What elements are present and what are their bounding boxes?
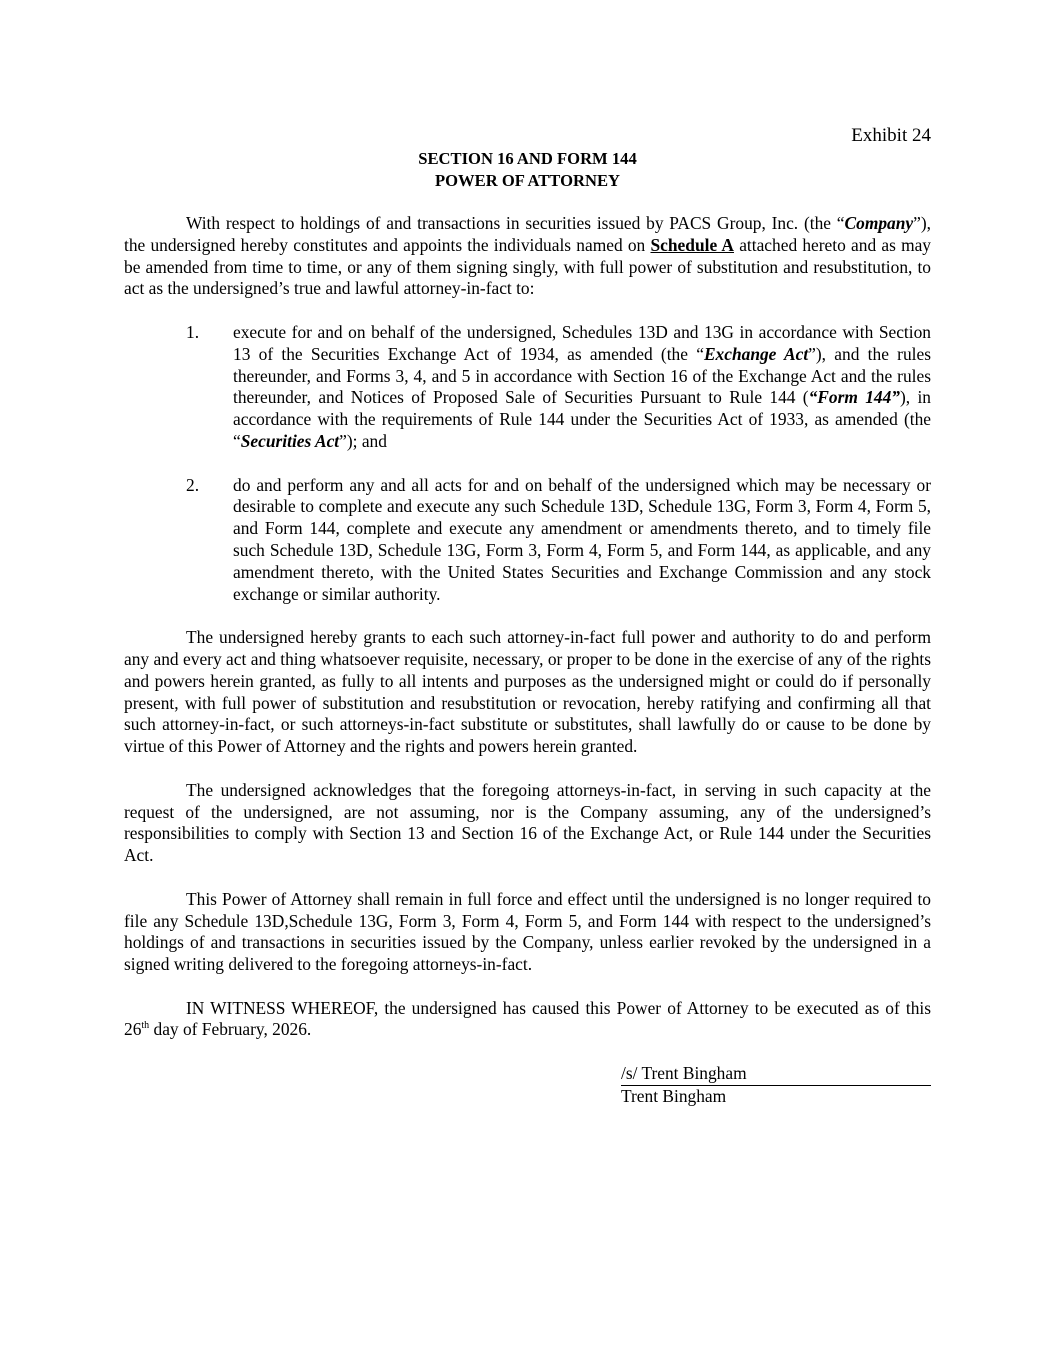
exchange-act-term: Exchange Act: [703, 343, 809, 364]
witness-text-b: day of February, 2026.: [149, 1019, 312, 1040]
securities-act-term: Securities Act: [240, 430, 340, 451]
title-line-1: SECTION 16 AND FORM 144: [418, 149, 637, 168]
witness-text-a: IN WITNESS WHEREOF, the undersigned has caused this Power of Attorney to be executed as of this 26: [124, 997, 931, 1040]
list-text-1: [233, 322, 931, 453]
title-line-2: POWER OF ATTORNEY: [434, 171, 620, 190]
document-body: [124, 124, 931, 1108]
signature-block: [621, 1063, 931, 1108]
company-term: Company: [844, 213, 914, 233]
document-title: [124, 148, 931, 192]
list-text-2: do and perform any and all acts for and on behalf of the undersigned which may be necessary or desirable to complete and execute any such Schedule 13D, Schedule 13G, Form 3, Form 4, Form 5, and Form 144, complete and execute any amendment or amendments thereto, and to timely file such Schedule 13D, Schedule 13G, Form 3, Form 4, Form 5, and Form 144, as applicable, and any amendment thereto, with the United States Securities and Exchange Commission and any stock exchange or similar authority.: [233, 474, 931, 604]
item1-text-d: ”); and: [339, 430, 387, 451]
schedule-a-reference: Schedule A: [650, 234, 734, 255]
signature-text: /s/ Trent Bingham: [621, 1063, 747, 1084]
acknowledgement-paragraph: The undersigned acknowledges that the foregoing attorneys-in-fact, in serving in such capacity at the request of the undersigned, are not assuming, nor is the Company assuming, any of the undersigned’s responsibilities to comply with Section 13 and Section 16 of the Exchange Act, or Rule 144 under the Securities Act.: [124, 779, 931, 866]
grant-paragraph: The undersigned hereby grants to each such attorney-in-fact full power and authority to do and perform any and every act and thing whatsoever requisite, necessary, or proper to be done in the exercise of any of the rights and powers herein granted, as fully to all intents and purposes as the undersigned might or could do if personally present, with full power of substitution and resubstitution or revocation, hereby ratifying and confirming all that such attorney-in-fact, or such attorneys-in-fact substitute or substitutes, shall lawfully do or cause to be done by virtue of this Power of Attorney and the rights and powers herein granted.: [124, 627, 931, 757]
item1-text-b: ”), and the rules thereunder, and Forms 3, 4, and 5 in accordance with Section 16 of the Exchange Act and the rules thereunder, and Notices of Proposed Sale of Securities Pursuant to Rule 144 (: [233, 343, 931, 408]
intro-paragraph: [124, 213, 931, 300]
signature-line: [621, 1063, 931, 1086]
exhibit-label: Exhibit 24: [851, 125, 931, 146]
intro-text-c: attached hereto and as may be amended from time to time, or any of them signing singly, with full power of substitution and resubstitution, to act as the undersigned’s true and lawful attorney-in-fact to:: [124, 234, 932, 299]
signer-name: Trent Bingham: [621, 1085, 727, 1106]
intro-text-b: ”), the undersigned hereby constitutes and appoints the individuals named on: [124, 213, 931, 255]
duration-paragraph: This Power of Attorney shall remain in full force and effect until the undersigned is no longer required to file any Schedule 13D,Schedule 13G, Form 3, Form 4, Form 5, and Form 144 with respect to the undersigned’s holdings of and transactions in securities issued by the Company, unless earlier revoked by the undersigned in a signed writing delivered to the foregoing attorneys-in-fact.: [124, 888, 931, 975]
intro-text-a: With respect to holdings of and transactions in securities issued by PACS Group, Inc. (the “: [186, 213, 845, 233]
list-number-2: 2.: [186, 474, 200, 495]
list-item-1: [124, 322, 931, 453]
date-ordinal-suffix: th: [141, 1020, 150, 1032]
item1-text-a: execute for and on behalf of the undersigned, Schedules 13D and 13G in accordance with Section 13 of the Securities Exchange Act of 1934, as amended (the “: [233, 321, 931, 364]
witness-paragraph: [124, 998, 931, 1042]
list-number-1: 1.: [186, 321, 200, 342]
list-item-2: [124, 475, 931, 606]
item1-text-c: ), in accordance with the requirements of Rule 144 under the Securities Act of 1933, as amended (the “: [233, 387, 932, 451]
form-144-term: “Form 144”: [808, 387, 900, 408]
